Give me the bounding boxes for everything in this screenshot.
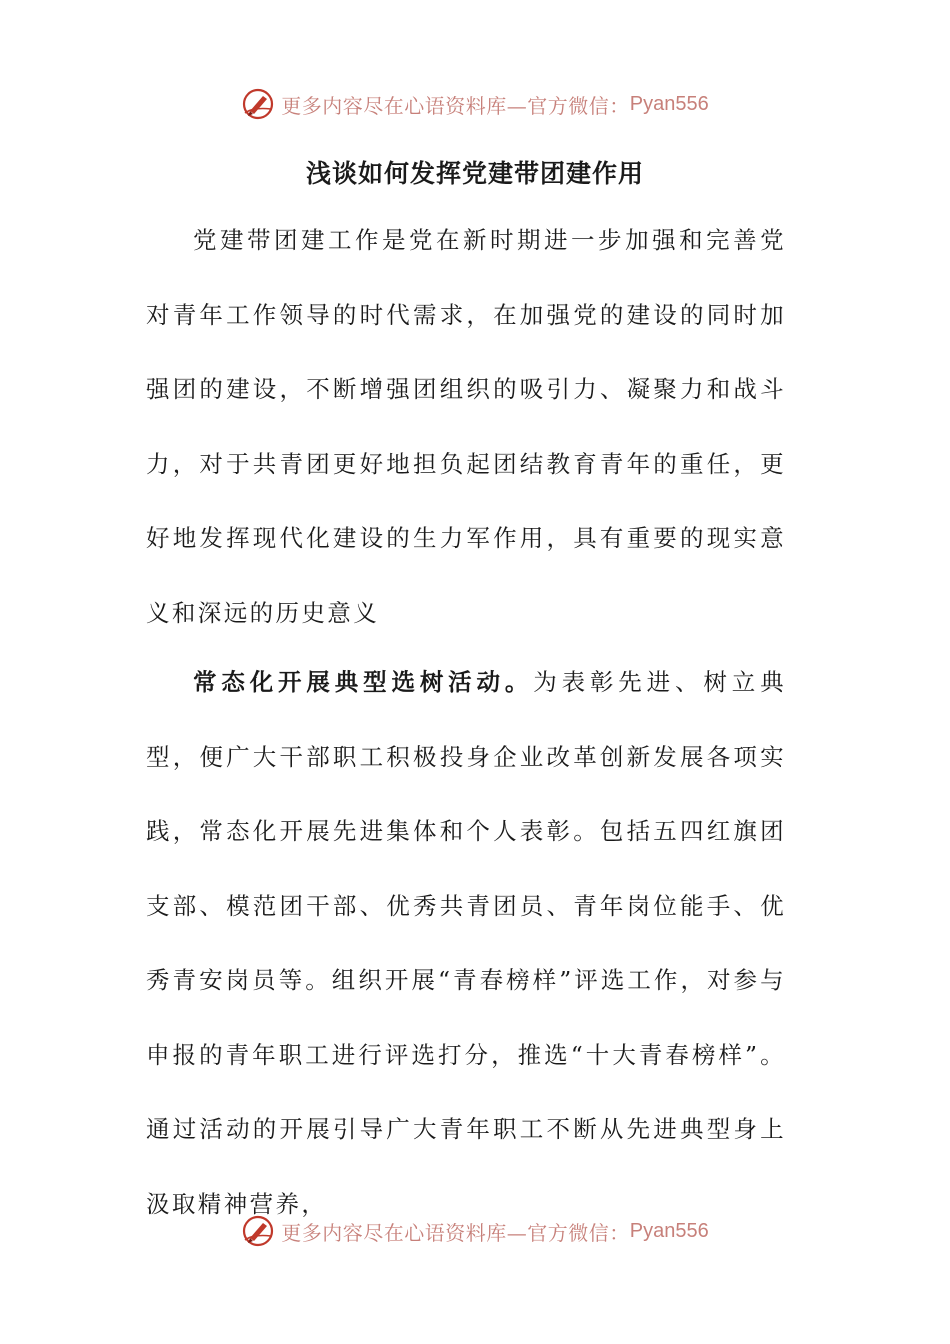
watermark-header — [0, 84, 950, 124]
paragraph-lead-heading: 常态化开展典型选树活动。 — [193, 668, 534, 696]
watermark-wechat-id: Pyan556 — [629, 1219, 709, 1242]
document-title: 浅谈如何发挥党建带团建作用 — [305, 159, 644, 188]
watermark-text: 更多内容尽在心语资料库—官方微信： — [281, 1220, 630, 1245]
watermark-text: 更多内容尽在心语资料库—官方微信： — [281, 93, 630, 118]
pen-logo-icon — [241, 87, 275, 121]
paragraph-intro-text: 党建带团建工作是党在新时期进一步加强和完善党对青年工作领导的时代需求，在加强党的建设的同时加强团的建设，不断增强团组织的吸引力、凝聚力和战斗力，对于共青团更好地担负起团结教育青年的重任，更好地发挥现代化建设的生力军作用，具有重要的现实意义和深远的历史意义 — [146, 226, 786, 627]
watermark-wechat-id: Pyan556 — [629, 92, 709, 115]
paragraph-intro — [146, 203, 786, 650]
paragraph-typical-selection — [146, 645, 786, 1241]
pen-logo-icon — [241, 1214, 275, 1248]
paragraph-typical-selection-text: 为表彰先进、树立典型，便广大干部职工积极投身企业改革创新发展各项实践，常态化开展先进集体和个人表彰。包括五四红旗团支部、模范团干部、优秀共青团员、青年岗位能手、优秀青安岗员等。组织开展“青春榜样”评选工作，对参与申报的青年职工进行评选打分，推选“十大青春榜样”。通过活动的开展引导广大青年职工不断从先进典型身上汲取精神营养， — [146, 668, 786, 1218]
watermark-footer — [0, 1211, 950, 1251]
